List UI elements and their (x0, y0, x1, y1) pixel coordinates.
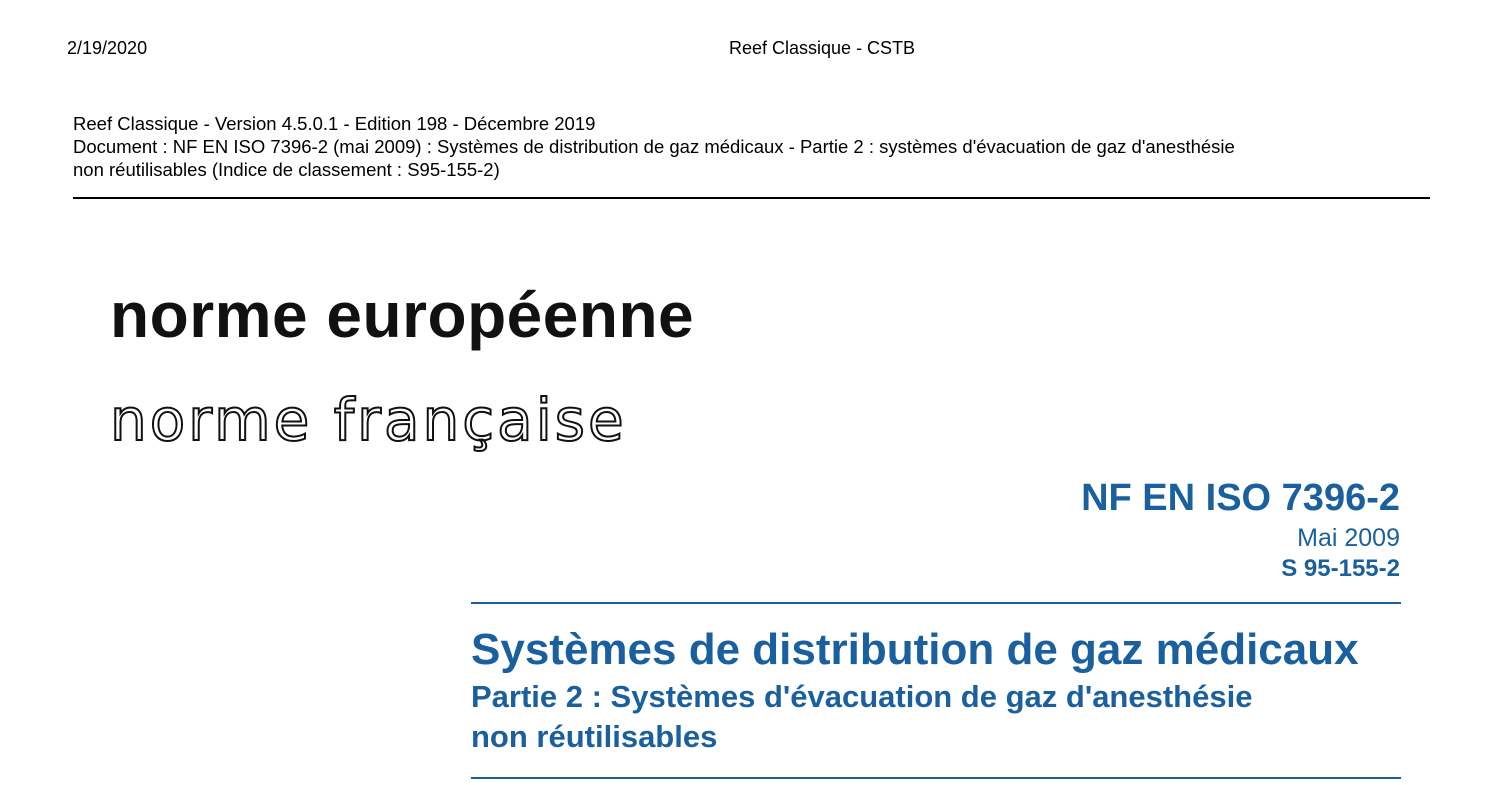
document-title: Systèmes de distribution de gaz médicaux (471, 625, 1359, 674)
title-divider-top (471, 602, 1401, 604)
header-version-line: Reef Classique - Version 4.5.0.1 - Edition 198 - Décembre 2019 (73, 113, 596, 134)
standard-date: Mai 2009 (1297, 524, 1400, 552)
print-page-title: Reef Classique - CSTB (729, 38, 916, 58)
document-header (73, 112, 1429, 181)
header-document-line: Document : NF EN ISO 7396-2 (mai 2009) : Systèmes de distribution de gaz médicaux - Partie 2 : systèmes d'évacuation de gaz d'anesthésie (73, 136, 1235, 157)
logo-norme-francaise: norme française (110, 386, 627, 454)
subtitle-line-1: Partie 2 : Systèmes d'évacuation de gaz d'anesthésie (471, 679, 1253, 714)
subtitle-line-2: non réutilisables (471, 719, 718, 754)
header-divider (73, 197, 1430, 199)
header-document-line-continued: non réutilisables (Indice de classement : S95-155-2) (73, 159, 500, 180)
classification-index: S 95-155-2 (1281, 555, 1400, 582)
logo-norme-europeenne: norme européenne (110, 279, 695, 351)
title-divider-bottom (471, 777, 1401, 779)
print-date: 2/19/2020 (67, 38, 148, 58)
standard-number: NF EN ISO 7396-2 (1081, 477, 1400, 519)
document-subtitle (471, 677, 1401, 757)
